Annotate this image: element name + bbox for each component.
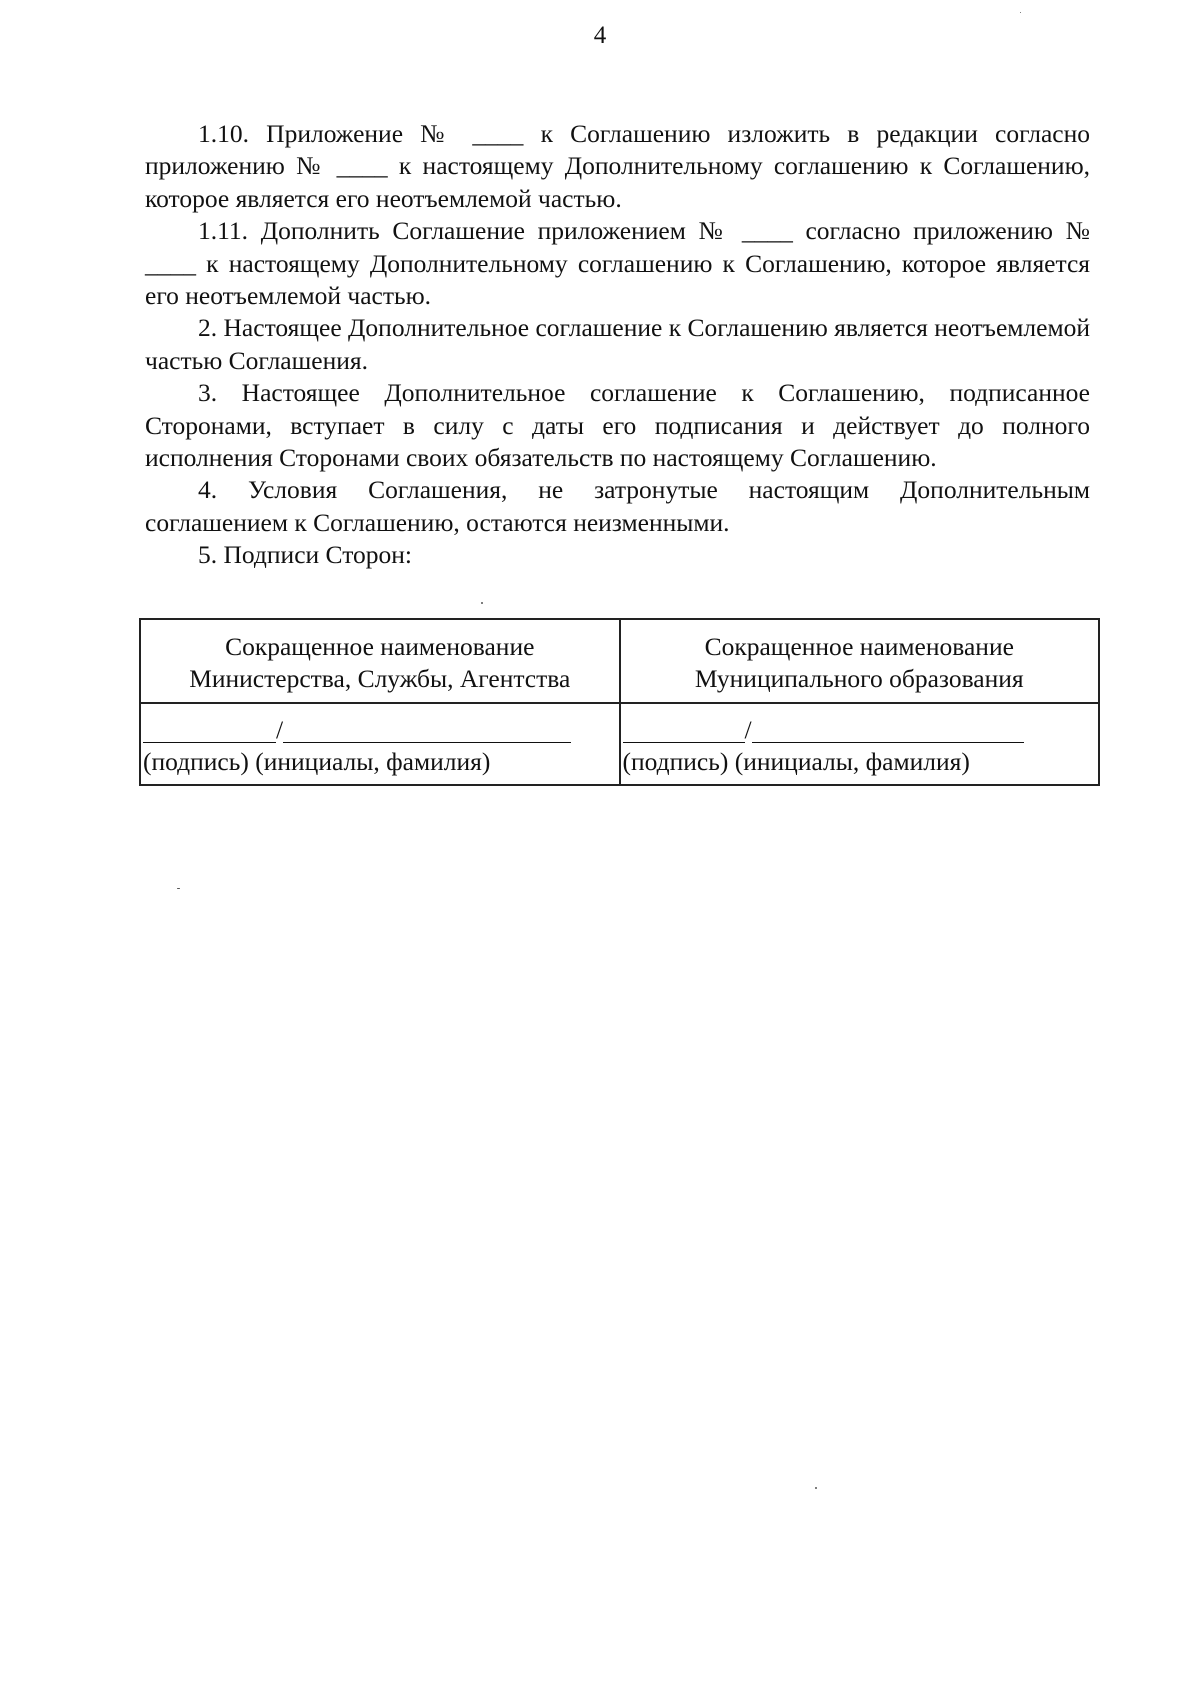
signature-table-header-row <box>140 619 1099 703</box>
municipality-name-line <box>752 714 1024 743</box>
ministry-name-line <box>283 714 571 743</box>
scan-speck <box>815 1487 817 1489</box>
municipality-name-cell <box>620 619 1100 703</box>
signature-table-sign-row <box>140 703 1099 785</box>
ministry-slash: / <box>276 715 284 744</box>
municipality-slash: / <box>744 715 752 744</box>
ministry-signature-lines <box>143 714 617 746</box>
clause-3: 3. Настоящее Дополнительное соглашение к Соглашению, подписанное Сторонами, вступает в силу с даты его подписания и действует до полного исполнения Сторонами своих обязательств по настоящему Соглашению. <box>145 378 1090 473</box>
clause-1-11: 1.11. Дополнить Соглашение приложением № ____ согласно приложению № ____ к настоящему Дополнительному соглашению к Соглашению, которое является его неотъемлемой частью. <box>145 216 1090 311</box>
document-body <box>145 118 1090 572</box>
scan-speck <box>177 888 180 889</box>
clause-4: 4. Условия Соглашения, не затронутые настоящим Дополнительным соглашением к Соглашению, остаются неизменными. <box>145 475 1090 537</box>
ministry-signature-line <box>143 714 276 743</box>
scan-speck <box>1020 12 1021 13</box>
ministry-header-line1: Сокращенное наименование <box>225 632 535 661</box>
ministry-header-line2: Министерства, Службы, Агентства <box>189 664 571 693</box>
ministry-signature-caption: (подпись) (инициалы, фамилия) <box>143 747 491 776</box>
scan-speck <box>481 602 483 604</box>
municipality-signature-cell <box>620 703 1100 785</box>
municipality-header-line2: Муниципального образования <box>694 664 1024 693</box>
clause-2: 2. Настоящее Дополнительное соглашение к Соглашению является неотъемлемой частью Соглашения. <box>145 313 1090 375</box>
municipality-signature-lines <box>623 714 1097 746</box>
clause-5-signatures-heading: 5. Подписи Сторон: <box>198 540 412 570</box>
ministry-signature-cell <box>140 703 620 785</box>
municipality-signature-caption: (подпись) (инициалы, фамилия) <box>622 747 970 776</box>
clause-1-10: 1.10. Приложение № ____ к Соглашению изложить в редакции согласно приложению № ____ к настоящему Дополнительному соглашению к Соглашению, которое является его неотъемлемой частью. <box>145 119 1090 213</box>
signature-table <box>139 618 1100 786</box>
ministry-name-cell <box>140 619 620 703</box>
municipality-header-line1: Сокращенное наименование <box>704 632 1014 661</box>
municipality-signature-line <box>623 714 745 743</box>
page-number: 4 <box>593 22 607 49</box>
